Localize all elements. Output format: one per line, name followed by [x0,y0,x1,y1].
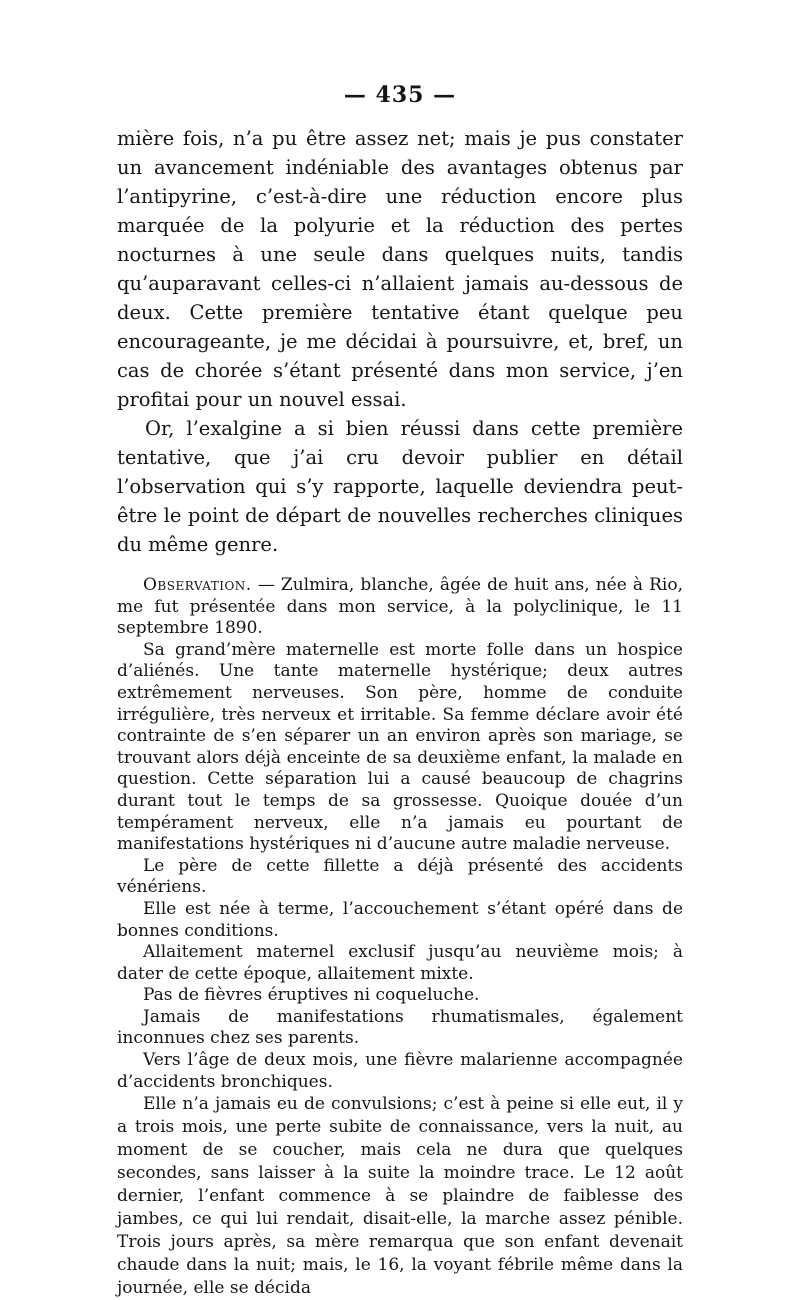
observation-paragraph: Le père de cette fillette a déjà présenté des accidents vénériens. [117,855,683,898]
intro-paragraph-2: Or, l’exalgine a si bien réussi dans cette première tentative, que j’ai cru devoir publier en détail l’observation qui s’y rapporte, laquelle deviendra peut-être le point de départ de nouvelles recherches cliniques du même genre. [117,417,683,556]
page-number: — 435 — [343,82,457,108]
observation-paragraph: Allaitement maternel exclusif jusqu’au neuvième mois; à dater de cette époque, allaitement mixte. [117,942,683,984]
observation-paragraph: Sa grand’mère maternelle est morte folle dans un hospice d’aliénés. Une tante maternelle hystérique; deux autres extrêmement nerveuses. Son père, homme de conduite irrégulière, très nerveux et irritable. Sa femme déclare avoir été contrainte de s’en séparer un an environ après son mariage, se trouvant alors déjà enceinte de sa deuxième enfant, la malade en question. Cette séparation lui a causé beaucoup de chagrins durant tout le temps de sa grossesse. Quoique douée d’un tempérament nerveux, elle n’a jamais eu pourtant de manifestations hystériques ni d’aucune autre maladie nerveuse. [117,639,683,855]
observation-section [117,575,683,1300]
observation-paragraph: Pas de fièvres éruptives ni coqueluche. [143,985,480,1006]
observation-paragraph: Elle est née à terme, l’accouchement s’étant opéré dans de bonnes conditions. [117,898,683,941]
observation-heading: Observation. [143,575,252,595]
page-body [117,124,683,1300]
observation-opening-text: — Zulmira, blanche, âgée de huit ans, née à Rio, me fut présentée dans mon service, à la polyclinique, le 11 septembre 1890. [117,575,684,639]
observation-paragraph: Jamais de manifestations rhumatismales, également inconnues chez ses parents. [117,1006,683,1049]
observation-paragraph: Vers l’âge de deux mois, une fièvre malarienne accompagnée d’accidents bronchiques. [117,1050,683,1092]
intro-paragraph-1: mière fois, n’a pu être assez net; mais je pus constater un avancement indéniable des avantages obtenus par l’antipyrine, c’est-à-dire une réduction encore plus marquée de la polyurie et la réduction des pertes nocturnes à une seule dans quelques nuits, tandis qu’auparavant celles-ci n’allaient jamais au-dessous de deux. Cette première tentative étant quelque peu encourageante, je me décidai à poursuivre, et, bref, un cas de chorée s’étant présenté dans mon service, j’en profitai pour un nouvel essai. [117,127,683,411]
observation-paragraph: Elle n’a jamais eu de convulsions; c’est à peine si elle eut, il y a trois mois, une perte subite de connaissance, vers la nuit, au moment de se coucher, mais cela ne dura que quelques secondes, sans laisser à la suite la moindre trace. Le 12 août dernier, l’enfant commence à se plaindre de faiblesse des jambes, ce qui lui rendait, disait-elle, la marche assez pénible. Trois jours après, sa mère remarqua que son enfant devenait chaude dans la nuit; mais, le 16, la voyant fébrile même dans la journée, elle se décida [117,1094,683,1299]
observation-opening-paragraph [117,575,683,640]
